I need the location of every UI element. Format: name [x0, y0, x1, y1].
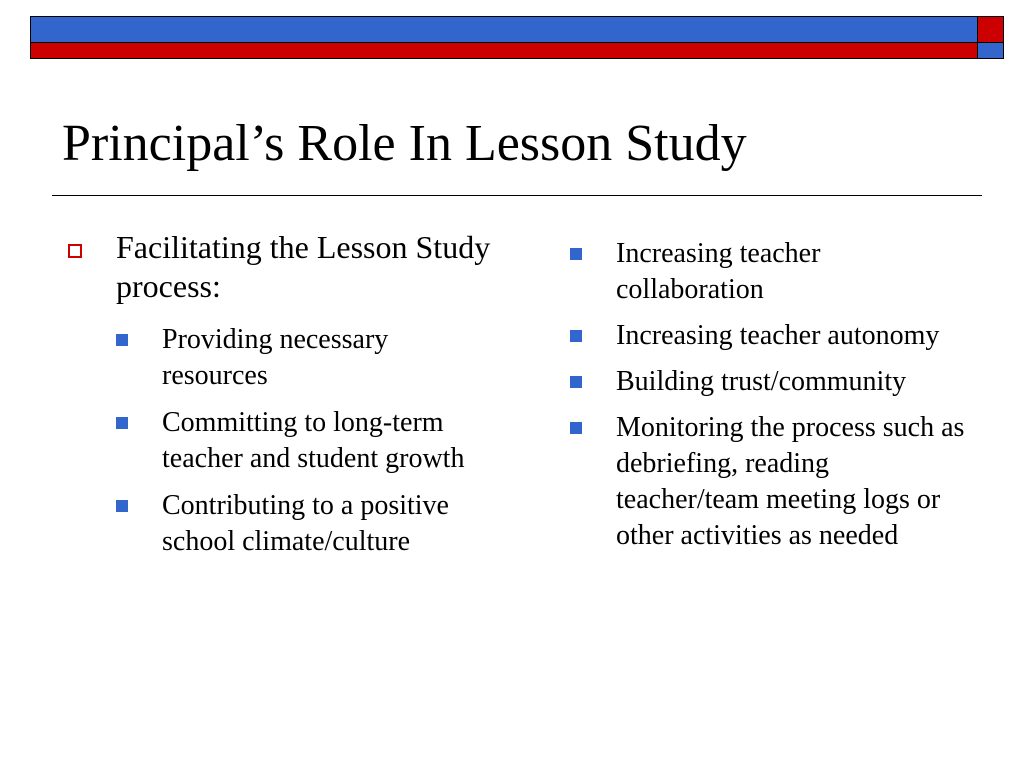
right-bullet-text: Increasing teacher autonomy: [616, 320, 940, 351]
left-column: [62, 228, 492, 571]
right-bullet-item: [568, 364, 968, 400]
right-bullet-text: Monitoring the process such as debriefing, reading teacher/team meeting logs or other activities as needed: [616, 412, 965, 551]
sub-bullet-text: Providing necessary resources: [162, 324, 389, 391]
sub-bullet-list: [62, 322, 492, 560]
square-bullet-icon: [570, 330, 582, 342]
square-bullet-icon: [116, 334, 128, 346]
sub-bullet-item: [116, 322, 492, 394]
right-bullet-item: [568, 236, 968, 308]
right-bullet-item: [568, 410, 968, 554]
header-blue-square: [977, 42, 1004, 59]
right-bullet-text: Building trust/community: [616, 366, 907, 397]
header-blue-bar: [30, 16, 978, 43]
sub-bullet-item: [116, 405, 492, 477]
square-bullet-icon: [570, 376, 582, 388]
slide-title: Principal’s Role In Lesson Study: [62, 115, 747, 172]
main-bullet-text: Facilitating the Lesson Study process:: [116, 229, 491, 304]
hollow-square-bullet-icon: [68, 244, 82, 258]
header-red-square: [977, 16, 1004, 43]
square-bullet-icon: [570, 248, 582, 260]
sub-bullet-text: Contributing to a positive school climate/culture: [162, 490, 449, 557]
sub-bullet-item: [116, 488, 492, 560]
square-bullet-icon: [116, 417, 128, 429]
main-bullet-item: [62, 228, 492, 306]
square-bullet-icon: [570, 422, 582, 434]
title-divider: [52, 195, 982, 196]
square-bullet-icon: [116, 500, 128, 512]
header-red-bar: [30, 42, 978, 59]
sub-bullet-text: Committing to long-term teacher and student growth: [162, 407, 465, 474]
right-bullet-item: [568, 318, 968, 354]
right-column: [568, 236, 968, 564]
right-bullet-text: Increasing teacher collaboration: [616, 238, 821, 305]
